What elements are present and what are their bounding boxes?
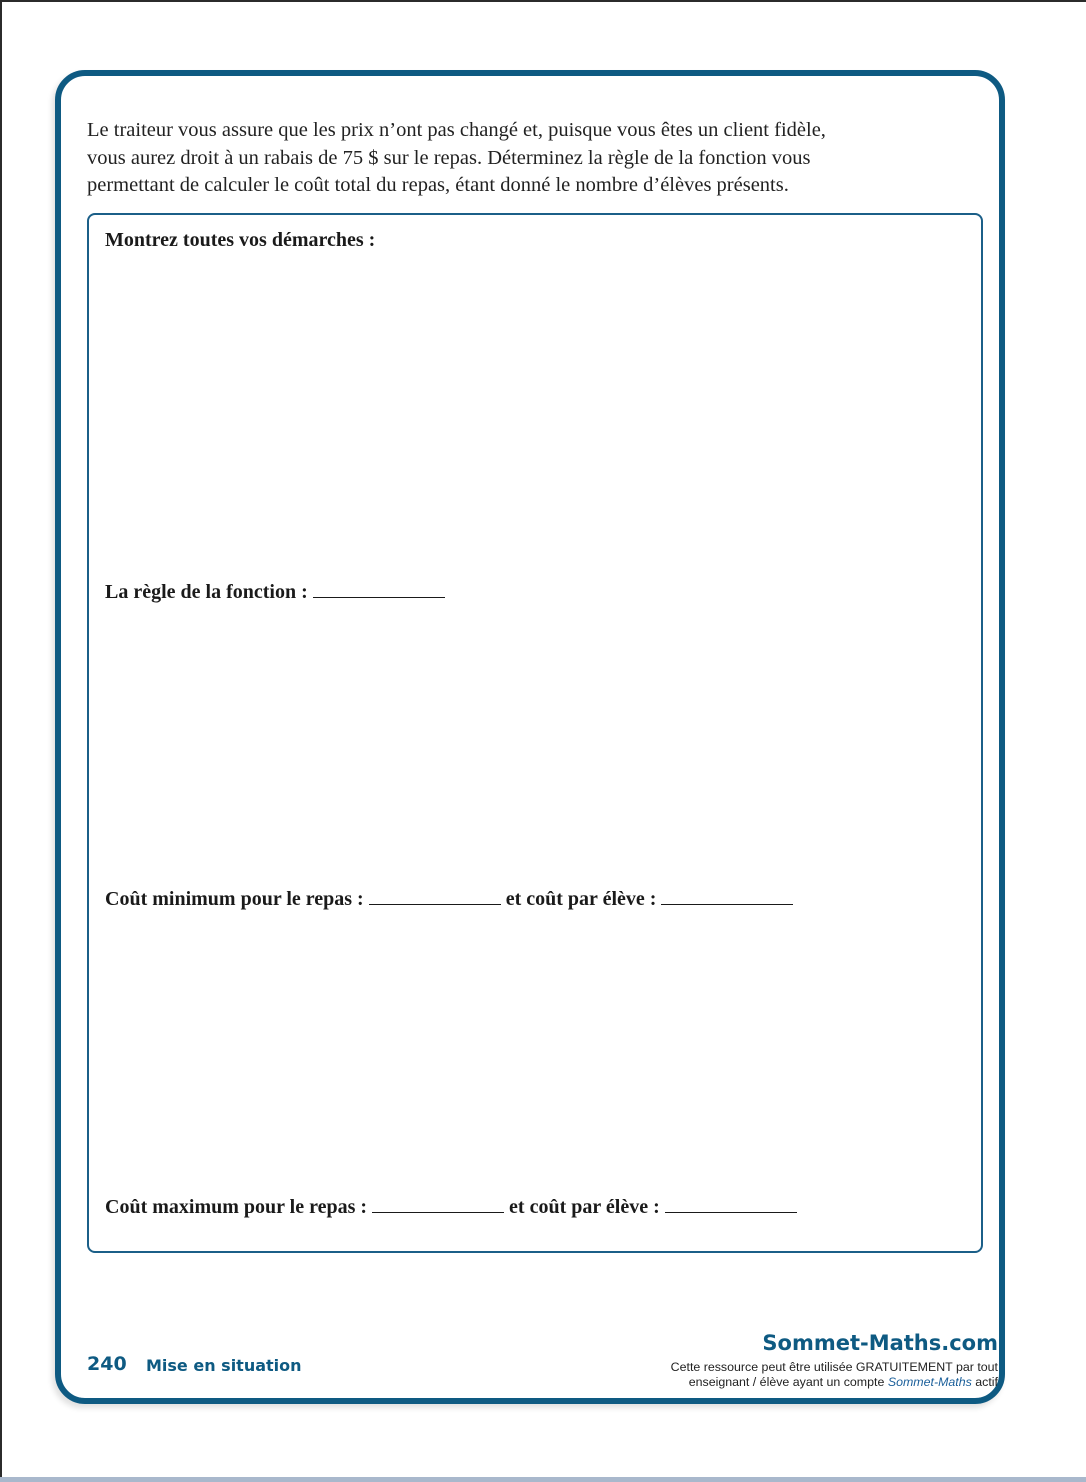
rule-line xyxy=(105,581,445,604)
min-cost-line xyxy=(105,888,793,911)
max-per-student-blank[interactable] xyxy=(665,1196,797,1213)
notice-brand: Sommet-Maths xyxy=(887,1375,972,1389)
answer-box[interactable] xyxy=(87,213,983,1253)
rule-label: La règle de la fonction : xyxy=(105,581,308,603)
license-notice xyxy=(578,1360,998,1390)
notice-line-1: Cette ressource peut être utilisée GRATUITEMENT par tout xyxy=(670,1360,998,1374)
min-per-student-label: et coût par élève : xyxy=(505,888,657,910)
min-per-student-blank[interactable] xyxy=(661,888,793,905)
problem-line: vous aurez droit à un rabais de 75 $ sur le repas. Déterminez la règle de la fonction vous xyxy=(87,146,811,169)
page-edge-top xyxy=(0,0,1086,2)
problem-line: permettant de calculer le coût total du repas, étant donné le nombre d’élèves présents. xyxy=(87,174,789,196)
page-edge-bottom xyxy=(0,1477,1086,1482)
min-cost-label: Coût minimum pour le repas : xyxy=(105,888,364,910)
brand-logo: Sommet-Maths.com xyxy=(762,1331,998,1355)
section-title: Mise en situation xyxy=(146,1356,302,1375)
max-cost-blank[interactable] xyxy=(372,1196,504,1213)
notice-line-2-text: enseignant / élève ayant un compte xyxy=(688,1375,885,1389)
instructions-label: Montrez toutes vos démarches : xyxy=(105,229,376,251)
max-per-student-label: et coût par élève : xyxy=(509,1196,660,1218)
notice-line-2 xyxy=(578,1375,998,1390)
problem-line: Le traiteur vous assure que les prix n’ont pas changé et, puisque vous êtes un client fidèle, xyxy=(87,119,826,141)
rule-answer-blank[interactable] xyxy=(313,581,445,598)
page-edge-left xyxy=(0,0,2,1478)
min-cost-blank[interactable] xyxy=(369,888,501,905)
page-number: 240 xyxy=(87,1353,127,1375)
max-cost-line xyxy=(105,1196,797,1219)
problem-statement xyxy=(87,117,987,200)
notice-line-2-end: actif xyxy=(975,1375,998,1389)
max-cost-label: Coût maximum pour le repas : xyxy=(105,1196,368,1218)
